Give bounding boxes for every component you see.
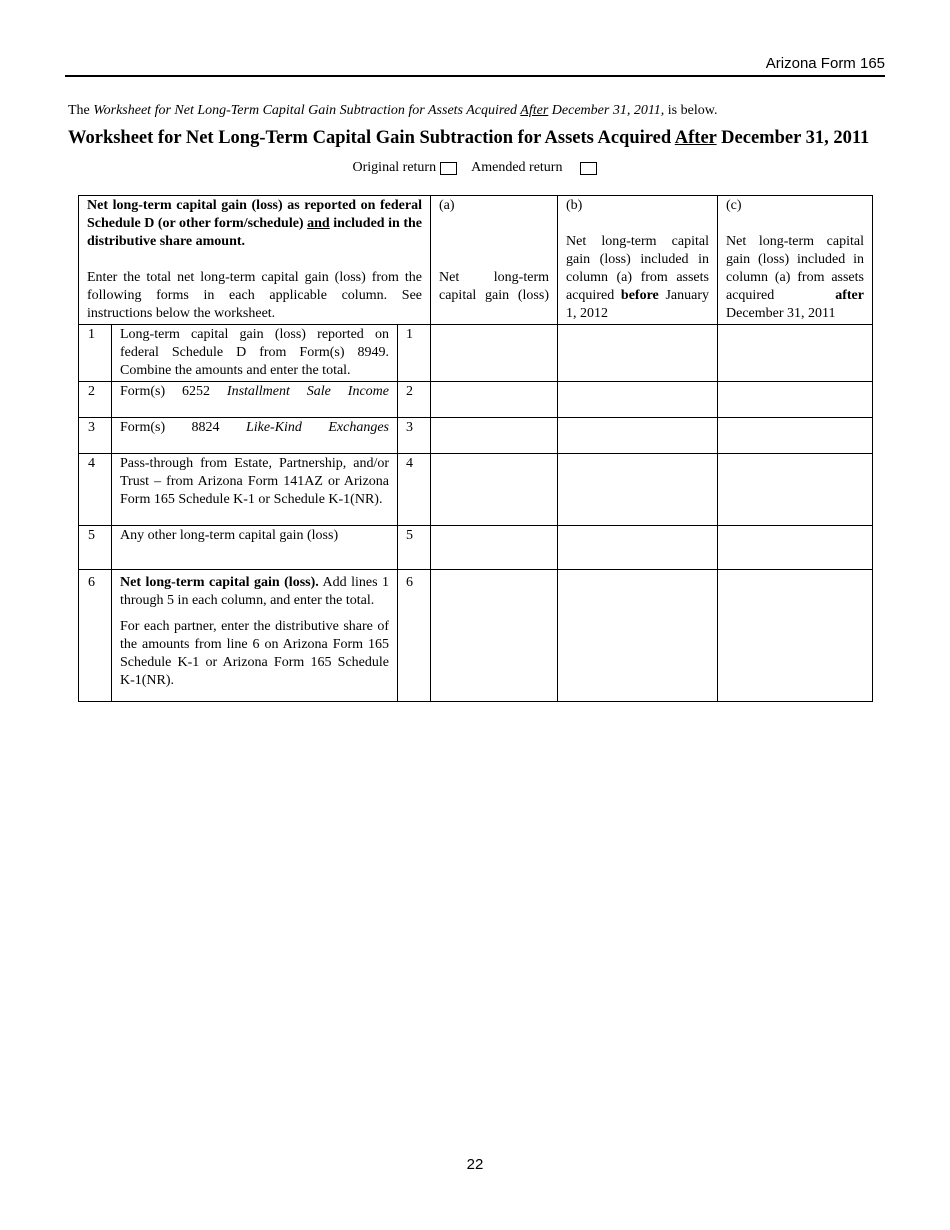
row-description: Form(s) 6252 Installment Sale Income xyxy=(112,382,398,418)
line-2-column-c-input[interactable] xyxy=(718,382,873,418)
table-row xyxy=(79,526,873,570)
line-number: 4 xyxy=(398,454,431,526)
table-row xyxy=(79,570,873,702)
line-number: 2 xyxy=(398,382,431,418)
line-5-column-c-input[interactable] xyxy=(718,526,873,570)
worksheet-title: Worksheet for Net Long-Term Capital Gain Subtraction for Assets Acquired After December 31, 2011 xyxy=(68,128,870,148)
intro-sentence: The Worksheet for Net Long-Term Capital Gain Subtraction for Assets Acquired After December 31, 2011, is below. xyxy=(68,103,718,118)
table-row xyxy=(79,454,873,526)
header-row xyxy=(79,196,873,325)
line-number: 5 xyxy=(398,526,431,570)
line-number: 6 xyxy=(398,570,431,702)
row-number: 4 xyxy=(79,454,112,526)
original-return-checkbox[interactable] xyxy=(440,162,457,175)
table-row xyxy=(79,325,873,382)
column-a-description: Net long-term capital gain (loss) xyxy=(439,270,549,303)
top-rule xyxy=(65,75,885,77)
row-number: 3 xyxy=(79,418,112,454)
line-number: 3 xyxy=(398,418,431,454)
line-5-column-b-input[interactable] xyxy=(558,526,718,570)
distributive-share-note: For each partner, enter the distributive share of the amounts from line 6 on Arizona Form 165 Schedule K-1 or Arizona Form 165 Schedule K-1(NR). xyxy=(120,619,389,688)
row-description: Net long-term capital gain (loss). Add lines 1 through 5 in each column, and enter the total. For each partner, enter the distributive share of the amounts from line 6 on Arizona Form 165 Schedule K-1 or Arizona Form 165 Schedule K-1(NR). xyxy=(112,570,398,702)
line-1-column-c-input[interactable] xyxy=(718,325,873,382)
row-number: 5 xyxy=(79,526,112,570)
amended-return-label: Amended return xyxy=(471,160,563,175)
original-return-label: Original return xyxy=(352,160,437,175)
table-row xyxy=(79,418,873,454)
line-3-column-b-input[interactable] xyxy=(558,418,718,454)
row-number: 6 xyxy=(79,570,112,702)
line-4-column-a-input[interactable] xyxy=(431,454,558,526)
row-description: Long-term capital gain (loss) reported on federal Schedule D from Form(s) 8949. Combine the amounts and enter the total. xyxy=(112,325,398,382)
line-3-column-a-input[interactable] xyxy=(431,418,558,454)
amended-return-checkbox[interactable] xyxy=(580,162,597,175)
row-description: Pass-through from Estate, Partnership, and/or Trust – from Arizona Form 141AZ or Arizona Form 165 Schedule K-1 or Schedule K-1(NR). xyxy=(112,454,398,526)
column-b-description: Net long-term capital gain (loss) included in column (a) from assets acquired before January 1, 2012 xyxy=(566,234,709,321)
column-c-description: Net long-term capital gain (loss) included in column (a) from assets acquired after December 31, 2011 xyxy=(726,234,864,321)
line-2-column-a-input[interactable] xyxy=(431,382,558,418)
column-c-header: (c) Net long-term capital gain (loss) included in column (a) from assets acquired after December 31, 2011 xyxy=(718,196,873,325)
line-number: 1 xyxy=(398,325,431,382)
column-b-header: (b) Net long-term capital gain (loss) included in column (a) from assets acquired before January 1, 2012 xyxy=(558,196,718,325)
table-row xyxy=(79,382,873,418)
line-6-column-a-input[interactable] xyxy=(431,570,558,702)
line-3-column-c-input[interactable] xyxy=(718,418,873,454)
row-number: 1 xyxy=(79,325,112,382)
line-1-column-b-input[interactable] xyxy=(558,325,718,382)
return-type-row xyxy=(0,160,950,176)
row-number: 2 xyxy=(79,382,112,418)
line-4-column-b-input[interactable] xyxy=(558,454,718,526)
header-description-cell: Net long-term capital gain (loss) as reported on federal Schedule D (or other form/schedule) and included in the distributive share amount. Enter the total net long-term capital gain (loss) from the following forms in each applicable column. See instructions below the worksheet. xyxy=(79,196,431,325)
row-description: Any other long-term capital gain (loss) xyxy=(112,526,398,570)
line-2-column-b-input[interactable] xyxy=(558,382,718,418)
column-a-header: (a) Net long-term capital gain (loss) xyxy=(431,196,558,325)
form-name: Arizona Form 165 xyxy=(765,55,885,72)
header-instructions: Enter the total net long-term capital gain (loss) from the following forms in each applicable column. See instructions below the worksheet. xyxy=(87,270,422,321)
line-1-column-a-input[interactable] xyxy=(431,325,558,382)
page-number: 22 xyxy=(466,1156,484,1173)
line-6-column-c-input[interactable] xyxy=(718,570,873,702)
line-5-column-a-input[interactable] xyxy=(431,526,558,570)
worksheet-table xyxy=(78,195,873,702)
line-6-column-b-input[interactable] xyxy=(558,570,718,702)
line-4-column-c-input[interactable] xyxy=(718,454,873,526)
row-description: Form(s) 8824 Like-Kind Exchanges xyxy=(112,418,398,454)
